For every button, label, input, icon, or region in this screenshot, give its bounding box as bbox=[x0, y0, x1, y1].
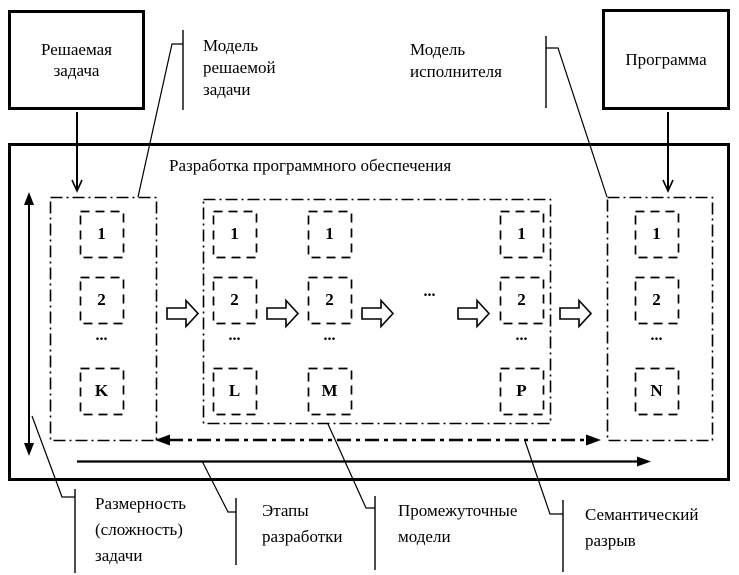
column-ellipsis: ... bbox=[515, 327, 528, 344]
model-box-label: 2 bbox=[230, 290, 239, 309]
task-input-arrow bbox=[72, 112, 82, 191]
task-box-label: Решаемая задача bbox=[41, 40, 112, 80]
model-box-label: 2 bbox=[325, 290, 334, 309]
stage-arrow-icon bbox=[267, 301, 298, 327]
callout-model-executor bbox=[546, 48, 607, 197]
program-box bbox=[602, 9, 730, 110]
stage-arrow-icon bbox=[458, 301, 489, 327]
model-task-label: Модель решаемой задачи bbox=[203, 36, 276, 99]
callout-intermediate bbox=[328, 424, 375, 508]
model-executor-label: Модель исполнителя bbox=[410, 40, 502, 81]
stages-ellipsis: ... bbox=[423, 283, 436, 300]
stages-label: Этапы разработки bbox=[262, 501, 343, 546]
software-development-title: Разработка программного обеспечения bbox=[169, 156, 452, 175]
model-box-label: K bbox=[94, 381, 109, 400]
dimension-axis-arrow bbox=[24, 192, 34, 456]
program-input-arrow bbox=[663, 112, 673, 191]
callout-dimension bbox=[32, 416, 75, 497]
model-box-label: 1 bbox=[325, 224, 334, 243]
model-box-label: 2 bbox=[97, 290, 106, 309]
column-ellipsis: ... bbox=[323, 327, 336, 344]
task-box bbox=[8, 10, 145, 110]
intermediate-models-label: Промежуточные модели bbox=[398, 501, 518, 546]
semantic-gap-label: Семантический разрыв bbox=[585, 505, 699, 550]
column-ellipsis: ... bbox=[228, 327, 241, 344]
stage-arrow-icon bbox=[560, 301, 591, 327]
stage-arrow-icon bbox=[167, 301, 198, 327]
model-box-label: 2 bbox=[517, 290, 526, 309]
model-box-label: 1 bbox=[97, 224, 106, 243]
model-box-label: N bbox=[650, 381, 663, 400]
column-ellipsis: ... bbox=[95, 327, 108, 344]
stage-arrow-icon bbox=[362, 301, 393, 327]
model-box-label: 1 bbox=[652, 224, 661, 243]
model-box-label: 1 bbox=[517, 224, 526, 243]
dimension-label: Размерность (сложность) задачи bbox=[95, 494, 187, 565]
model-box-label: 2 bbox=[652, 290, 661, 309]
model-box-label: M bbox=[321, 381, 338, 400]
model-box-label: P bbox=[516, 381, 527, 400]
program-box-label: Программа bbox=[625, 50, 707, 69]
model-box-label: L bbox=[228, 381, 241, 400]
semantic-gap-arrow bbox=[155, 435, 601, 446]
model-box-label: 1 bbox=[230, 224, 239, 243]
stages-axis-arrow bbox=[77, 457, 651, 467]
column-ellipsis: ... bbox=[650, 327, 663, 344]
